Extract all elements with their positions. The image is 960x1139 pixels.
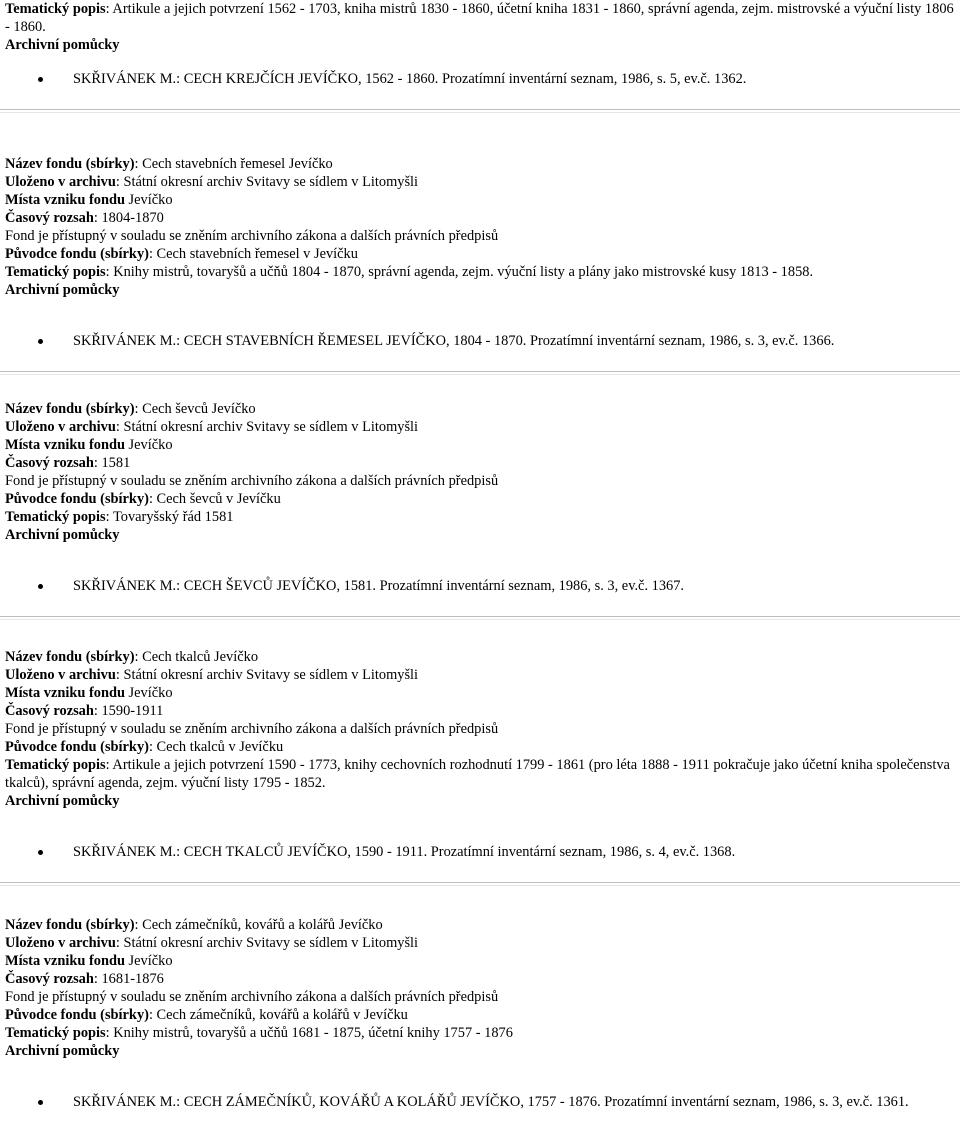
- tematicky-value: : Knihy mistrů, tovaryšů a učňů 1804 - 1870, správní agenda, zejm. výuční listy a plány jako mistrovské kusy 1813 - 1858.: [105, 264, 814, 280]
- fond-record: [0, 400, 960, 544]
- casovy-label: Časový rozsah: [5, 971, 94, 987]
- pomucka-item: [0, 70, 960, 88]
- archivni-pomucky-heading: Archivní pomůcky: [5, 282, 120, 298]
- casovy-value: : 1804-1870: [93, 210, 164, 226]
- nazev-value: : Cech zámečníků, kovářů a kolářů Jevíčko: [134, 917, 383, 933]
- puvodce-value: : Cech ševců v Jevíčku: [148, 491, 281, 507]
- nazev-value: : Cech stavebních řemesel Jevíčko: [134, 156, 333, 172]
- tematicky-label: Tematický popis: [5, 1, 106, 17]
- bullet-icon: [38, 584, 43, 589]
- pristup-text: Fond je přístupný v souladu se zněním archivního zákona a dalších právních předpisů: [5, 228, 499, 244]
- ulozeno-value: : Státní okresní archiv Svitavy se sídlem v Litomyšli: [115, 667, 419, 683]
- puvodce-value: : Cech stavebních řemesel v Jevíčku: [148, 246, 358, 262]
- mista-value: Jevíčko: [124, 953, 173, 969]
- pomucka-text: SKŘIVÁNEK M.: CECH ZÁMEČNÍKŮ, KOVÁŘŮ A KOLÁŘŮ JEVÍČKO, 1757 - 1876. Prozatímní inventární seznam, 1986, s. 3, ev.č. 1361.: [73, 1094, 909, 1110]
- tematicky-popis: [5, 0, 960, 36]
- ulozeno-label: Uloženo v archivu: [5, 667, 116, 683]
- mista-label: Místa vzniku fondu: [5, 192, 125, 208]
- casovy-label: Časový rozsah: [5, 210, 94, 226]
- mista-value: Jevíčko: [124, 192, 173, 208]
- nazev-label: Název fondu (sbírky): [5, 156, 135, 172]
- tematicky-value: : Artikule a jejich potvrzení 1562 - 1703, kniha mistrů 1830 - 1860, účetní kniha 1831 - 1860, správní agenda, zejm. mistrovské a výuční listy 1806 - 1860.: [5, 1, 954, 35]
- puvodce-label: Původce fondu (sbírky): [5, 246, 149, 262]
- ulozeno-value: : Státní okresní archiv Svitavy se sídlem v Litomyšli: [115, 935, 419, 951]
- pomucka-item: [0, 1093, 960, 1111]
- puvodce-value: : Cech zámečníků, kovářů a kolářů v Jevíčku: [148, 1007, 408, 1023]
- archivni-pomucky-heading: Archivní pomůcky: [5, 793, 120, 809]
- pomucka-text: SKŘIVÁNEK M.: CECH TKALCŮ JEVÍČKO, 1590 - 1911. Prozatímní inventární seznam, 1986, s. 4, ev.č. 1368.: [73, 844, 736, 860]
- archivni-pomucky-heading: Archivní pomůcky: [5, 37, 120, 53]
- ulozeno-value: : Státní okresní archiv Svitavy se sídlem v Litomyšli: [115, 174, 419, 190]
- bullet-icon: [38, 850, 43, 855]
- pomucka-item: [0, 332, 960, 350]
- puvodce-label: Původce fondu (sbírky): [5, 1007, 149, 1023]
- tematicky-value: : Tovaryšský řád 1581: [105, 509, 234, 525]
- nazev-label: Název fondu (sbírky): [5, 917, 135, 933]
- fond-record: [0, 155, 960, 299]
- pristup-text: Fond je přístupný v souladu se zněním archivního zákona a dalších právních předpisů: [5, 473, 499, 489]
- pomucka-item: [0, 843, 960, 861]
- pomucky-list: [0, 577, 960, 595]
- ulozeno-label: Uloženo v archivu: [5, 419, 116, 435]
- puvodce-label: Původce fondu (sbírky): [5, 491, 149, 507]
- pomucka-text: SKŘIVÁNEK M.: CECH KREJČÍCH JEVÍČKO, 1562 - 1860. Prozatímní inventární seznam, 1986, s. 5, ev.č. 1362.: [73, 71, 747, 87]
- separator: [0, 616, 960, 620]
- casovy-value: : 1681-1876: [93, 971, 164, 987]
- archivni-pomucky-heading: Archivní pomůcky: [5, 1043, 120, 1059]
- pomucky-list: [0, 70, 960, 88]
- tematicky-label: Tematický popis: [5, 757, 106, 773]
- separator: [0, 371, 960, 375]
- pomucka-item: [0, 577, 960, 595]
- ulozeno-value: : Státní okresní archiv Svitavy se sídlem v Litomyšli: [115, 419, 419, 435]
- bullet-icon: [38, 339, 43, 344]
- separator: [0, 882, 960, 886]
- separator: [0, 109, 960, 113]
- casovy-value: : 1581: [93, 455, 131, 471]
- tematicky-value: : Artikule a jejich potvrzení 1590 - 1773, knihy cechovních rozhodnutí 1799 - 1861 (pro léta 1888 - 1911 pokračuje jako účetní kniha společenstva tkalců), správní agenda, zejm. výuční listy 1795 - 1852.: [5, 757, 950, 791]
- pomucka-text: SKŘIVÁNEK M.: CECH STAVEBNÍCH ŘEMESEL JEVÍČKO, 1804 - 1870. Prozatímní inventární seznam, 1986, s. 3, ev.č. 1366.: [73, 333, 835, 349]
- mista-value: Jevíčko: [124, 685, 173, 701]
- nazev-label: Název fondu (sbírky): [5, 401, 135, 417]
- casovy-label: Časový rozsah: [5, 455, 94, 471]
- nazev-value: : Cech ševců Jevíčko: [134, 401, 256, 417]
- tematicky-label: Tematický popis: [5, 509, 106, 525]
- pomucky-list: [0, 843, 960, 861]
- nazev-label: Název fondu (sbírky): [5, 649, 135, 665]
- puvodce-label: Původce fondu (sbírky): [5, 739, 149, 755]
- mista-label: Místa vzniku fondu: [5, 685, 125, 701]
- pomucky-list: [0, 332, 960, 350]
- archivni-pomucky-heading: Archivní pomůcky: [5, 527, 120, 543]
- casovy-label: Časový rozsah: [5, 703, 94, 719]
- mista-label: Místa vzniku fondu: [5, 953, 125, 969]
- tematicky-label: Tematický popis: [5, 264, 106, 280]
- mista-value: Jevíčko: [124, 437, 173, 453]
- ulozeno-label: Uloženo v archivu: [5, 935, 116, 951]
- fond-record: [0, 648, 960, 810]
- puvodce-value: : Cech tkalců v Jevíčku: [148, 739, 284, 755]
- pomucka-text: SKŘIVÁNEK M.: CECH ŠEVCŮ JEVÍČKO, 1581. Prozatímní inventární seznam, 1986, s. 3, ev.č. 1367.: [73, 578, 685, 594]
- pomucky-list: [0, 1093, 960, 1111]
- nazev-value: : Cech tkalců Jevíčko: [134, 649, 259, 665]
- pristup-text: Fond je přístupný v souladu se zněním archivního zákona a dalších právních předpisů: [5, 989, 499, 1005]
- pristup-text: Fond je přístupný v souladu se zněním archivního zákona a dalších právních předpisů: [5, 721, 499, 737]
- intro-fond-tail: [0, 0, 960, 54]
- tematicky-value: : Knihy mistrů, tovaryšů a učňů 1681 - 1875, účetní knihy 1757 - 1876: [105, 1025, 513, 1041]
- tematicky-label: Tematický popis: [5, 1025, 106, 1041]
- mista-label: Místa vzniku fondu: [5, 437, 125, 453]
- bullet-icon: [38, 77, 43, 82]
- fond-record: [0, 916, 960, 1060]
- bullet-icon: [38, 1100, 43, 1105]
- ulozeno-label: Uloženo v archivu: [5, 174, 116, 190]
- casovy-value: : 1590-1911: [93, 703, 164, 719]
